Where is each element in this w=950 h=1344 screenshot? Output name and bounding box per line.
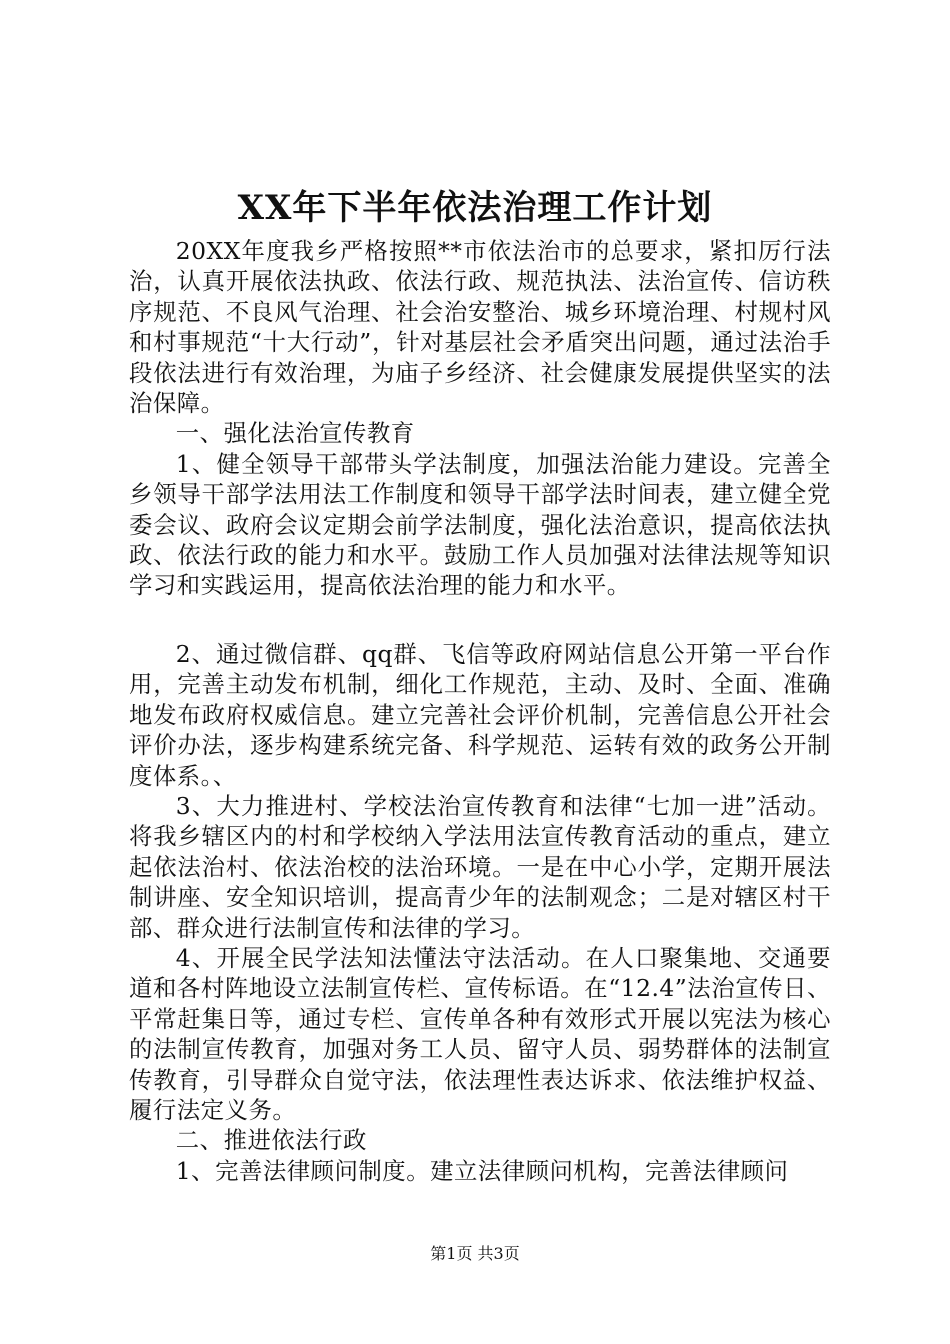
section1-paragraph-1: 1、健全领导干部带头学法制度，加强法治能力建设。完善全乡领导干部学法用法工作制度和领导干部学法时间表，建立健全党委会议、政府会议定期会前学法制度，强化法治意识，提高依法执政、依法行政的能力和水平。鼓励工作人员加强对法律法规等知识学习和实践运用，提高依法治理的能力和水平。 <box>129 449 831 600</box>
document-body <box>129 236 831 1186</box>
section1-paragraph-2: 2、通过微信群、qq群、飞信等政府网站信息公开第一平台作用，完善主动发布机制，细化工作规范，主动、及时、全面、准确地发布政府权威信息。建立完善社会评价机制，完善信息公开社会评价办法，逐步构建系统完备、科学规范、运转有效的政务公开制度体系。、 <box>129 639 831 790</box>
section1-paragraph-4: 4、开展全民学法知法懂法守法活动。在人口聚集地、交通要道和各村阵地设立法制宣传栏、宣传标语。在“12.4”法治宣传日、平常赶集日等，通过专栏、宣传单各种有效形式开展以宪法为核心的法制宣传教育，加强对务工人员、留守人员、弱势群体的法制宣传教育，引导群众自觉守法，依法理性表达诉求、依法维护权益、履行法定义务。 <box>129 943 831 1124</box>
intro-paragraph: 20XX年度我乡严格按照**市依法治市的总要求，紧扣厉行法治，认真开展依法执政、依法行政、规范执法、法治宣传、信访秩序规范、不良风气治理、社会治安整治、城乡环境治理、村规村风和村事规范“十大行动”，针对基层社会矛盾突出问题，通过法治手段依法进行有效治理，为庙子乡经济、社会健康发展提供坚实的法治保障。 <box>129 237 831 418</box>
section1-paragraph-3: 3、大力推进村、学校法治宣传教育和法律“七加一进”活动。将我乡辖区内的村和学校纳入学法用法宣传教育活动的重点，建立起依法治村、依法治校的法治环境。一是在中心小学，定期开展法制讲座、安全知识培训，提高青少年的法制观念；二是对辖区村干部、群众进行法制宣传和法律的学习。 <box>129 791 831 942</box>
section-heading-1: 一、强化法治宣传教育 <box>175 419 415 448</box>
section-heading-2: 二、推进依法行政 <box>175 1126 367 1155</box>
document-title: XX年下半年依法治理工作计划 <box>237 188 713 228</box>
paragraph-gap <box>129 601 831 639</box>
page-footer: 第1页 共3页 <box>430 1244 520 1263</box>
section2-paragraph-1: 1、完善法律顾问制度。建立法律顾问机构，完善法律顾问 <box>175 1156 789 1185</box>
